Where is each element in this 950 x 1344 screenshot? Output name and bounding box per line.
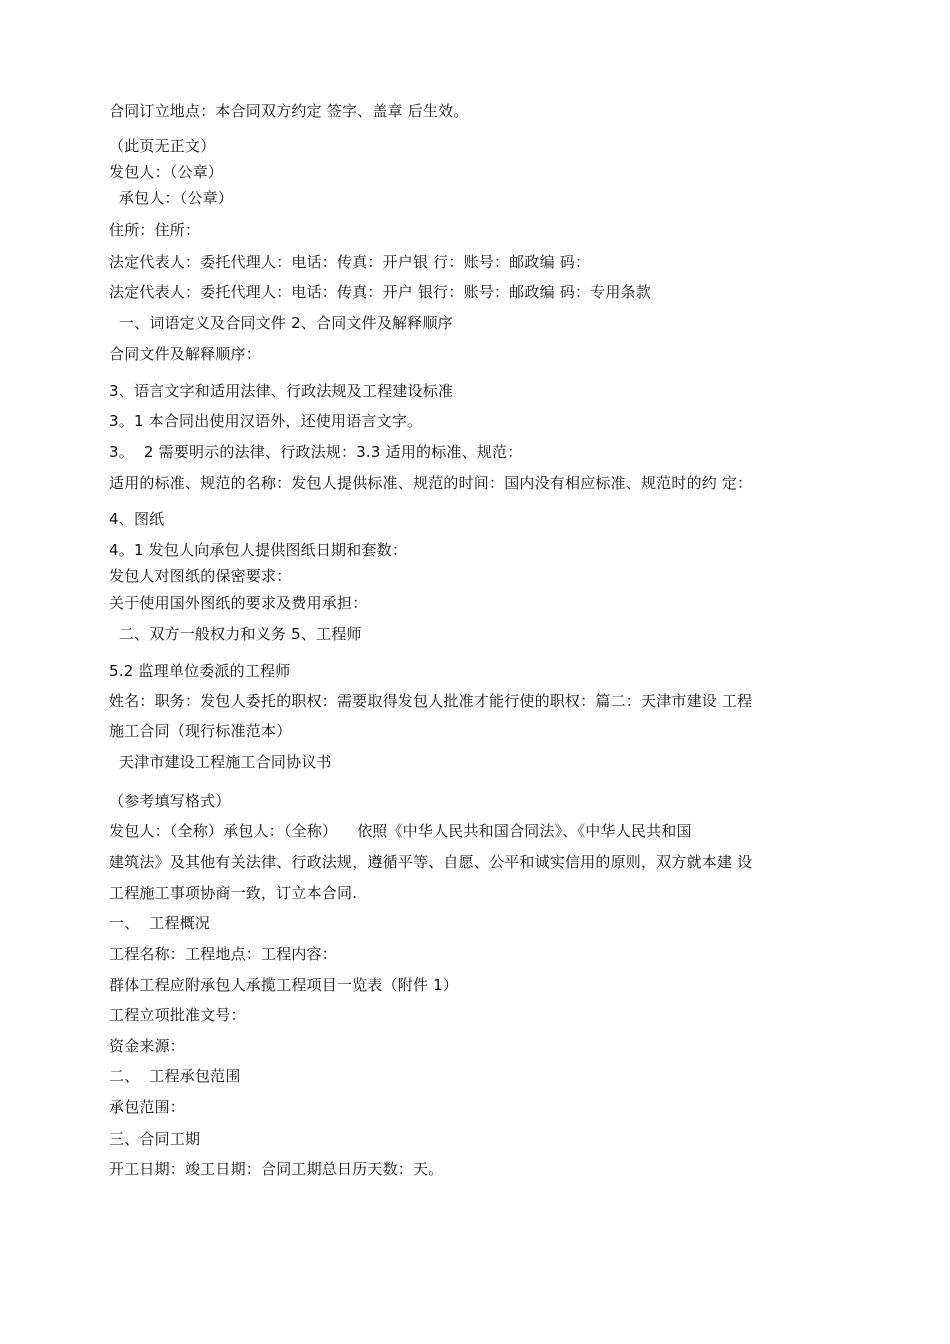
- text-line: （参考填写格式）: [109, 792, 231, 810]
- text-line: 天津市建设工程施工合同协议书: [109, 753, 332, 771]
- text-line: 工程施工事项协商一致，订立本合同.: [109, 884, 358, 902]
- text-line: 建筑法》及其他有关法律、行政法规，遵循平等、自愿、公平和诚实信用的原则，双方就本建 设: [109, 853, 753, 871]
- text-line: 工程立项批准文号：: [109, 1006, 246, 1024]
- text-line: 4、图纸: [109, 510, 165, 528]
- text-line: 施工合同（现行标准范本）: [109, 722, 292, 740]
- text-line: 合同订立地点：本合同双方约定 签字、盖章 后生效。: [109, 102, 469, 120]
- text-line: 二、双方一般权力和义务 5、工程师: [109, 625, 362, 643]
- text-line: 发包人：（公章）: [109, 163, 224, 181]
- text-line: 3、语言文字和适用法律、行政法规及工程建设标准: [109, 382, 454, 400]
- text-line: 一、词语定义及合同文件 2、合同文件及解释顺序: [109, 314, 453, 332]
- text-line: 承包范围：: [109, 1098, 186, 1116]
- text-line: 姓名：职务：发包人委托的职权：需要取得发包人批准才能行使的职权：篇二：天津市建设 工程: [109, 692, 753, 710]
- text-line: 3。1 本合同出使用汉语外，还使用语言文字。: [109, 412, 423, 430]
- text-line: 合同文件及解释顺序：: [109, 345, 262, 363]
- text-line: 资金来源：: [109, 1037, 186, 1055]
- text-line: 发包人：（全称）承包人：（全称） 依照《中华人民共和国合同法》、《中华人民共和国: [109, 822, 692, 840]
- text-line: 承包人：（公章）: [109, 189, 234, 207]
- text-line: 法定代表人：委托代理人：电话：传真：开户 银行：账号：邮政编 码：专用条款: [109, 283, 651, 301]
- text-line: 法定代表人：委托代理人：电话：传真：开户银 行：账号：邮政编 码：: [109, 253, 591, 271]
- text-line: （此页无正文）: [109, 137, 216, 155]
- text-line: 3。 2 需要明示的法律、行政法规：3.3 适用的标准、规范：: [109, 443, 523, 461]
- text-line: 5.2 监理单位委派的工程师: [109, 662, 291, 680]
- text-line: 适用的标准、规范的名称：发包人提供标准、规范的时间：国内没有相应标准、规范时的约 定：: [109, 474, 753, 492]
- text-line: 住所：住所：: [109, 221, 201, 239]
- text-line: 发包人对图纸的保密要求：: [109, 567, 292, 585]
- text-line: 三、合同工期: [109, 1130, 201, 1148]
- text-line: 工程名称：工程地点：工程内容：: [109, 945, 338, 963]
- text-line: 开工日期：竣工日期：合同工期总日历天数：天。: [109, 1160, 444, 1178]
- text-line: 二、 工程承包范围: [109, 1067, 241, 1085]
- text-line: 群体工程应附承包人承揽工程项目一览表（附件 1）: [109, 976, 459, 994]
- text-line: 一、 工程概况: [109, 914, 211, 932]
- text-line: 4。1 发包人向承包人提供图纸日期和套数：: [109, 541, 408, 559]
- text-line: 关于使用国外图纸的要求及费用承担：: [109, 594, 368, 612]
